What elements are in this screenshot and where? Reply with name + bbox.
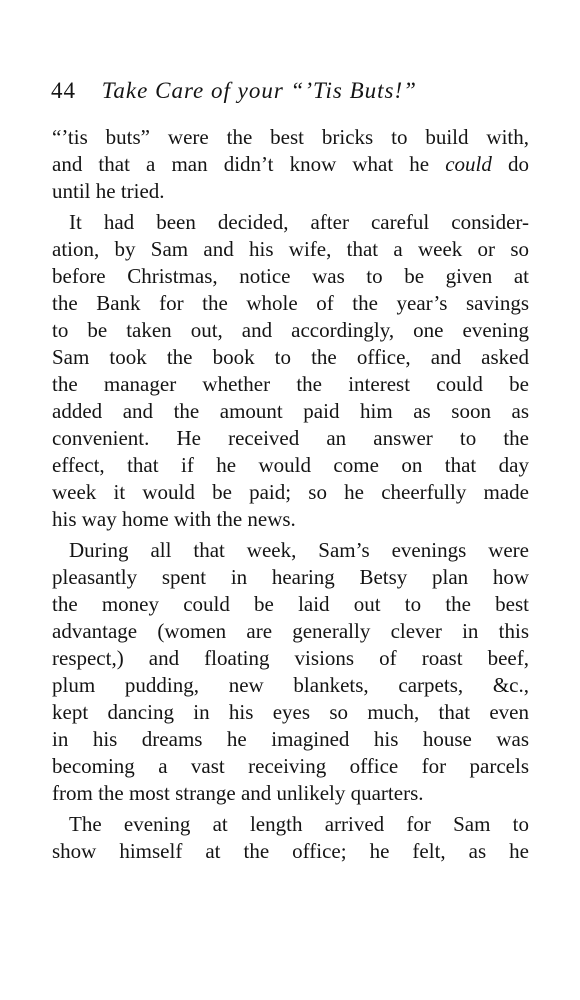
- text-line: to be taken out, and accordingly, one evening: [52, 318, 529, 342]
- text-line: before Christmas, notice was to be given at: [52, 264, 529, 288]
- paragraph: [52, 537, 529, 807]
- text-line: respect,) and floating visions of roast beef,: [52, 646, 529, 670]
- text-line: It had been decided, after careful consider-: [69, 210, 529, 234]
- text-line: the Bank for the whole of the year’s savings: [52, 291, 529, 315]
- text-line: becoming a vast receiving office for parcels: [52, 754, 529, 778]
- text-line: plum pudding, new blankets, carpets, &c.,: [52, 673, 529, 697]
- text-line: During all that week, Sam’s evenings were: [69, 538, 529, 562]
- body-text: [52, 124, 529, 865]
- text-line: the manager whether the interest could be: [52, 372, 529, 396]
- text-line: The evening at length arrived for Sam to: [69, 812, 529, 836]
- text-line: pleasantly spent in hearing Betsy plan how: [52, 565, 529, 589]
- text-line: show himself at the office; he felt, as he: [52, 839, 529, 863]
- text-line: effect, that if he would come on that day: [52, 453, 529, 477]
- text-line: kept dancing in his eyes so much, that even: [52, 700, 529, 724]
- paragraph: [52, 124, 529, 205]
- text-line: in his dreams he imagined his house was: [52, 727, 529, 751]
- text-line: added and the amount paid him as soon as: [52, 399, 529, 423]
- paragraph: [52, 811, 529, 865]
- emphasis-word: could: [445, 152, 492, 176]
- running-head: [51, 74, 531, 108]
- text-line: Sam took the book to the office, and asked: [52, 345, 529, 369]
- text-line: from the most strange and unlikely quarters.: [52, 781, 424, 805]
- text-line: advantage (women are generally clever in this: [52, 619, 529, 643]
- text-line: convenient. He received an answer to the: [52, 426, 529, 450]
- text-line: ation, by Sam and his wife, that a week or so: [52, 237, 529, 261]
- text-line: week it would be paid; so he cheerfully made: [52, 480, 529, 504]
- text-line: until he tried.: [52, 179, 165, 203]
- paragraph: [52, 209, 529, 533]
- page-number: 44: [51, 78, 76, 103]
- text-line: the money could be laid out to the best: [52, 592, 529, 616]
- text-line: and that a man didn’t know what he could do: [52, 152, 529, 176]
- running-title: Take Care of your “’Tis Buts!”: [101, 78, 417, 103]
- text-line: his way home with the news.: [52, 507, 296, 531]
- text-line: “’tis buts” were the best bricks to build with,: [52, 125, 529, 149]
